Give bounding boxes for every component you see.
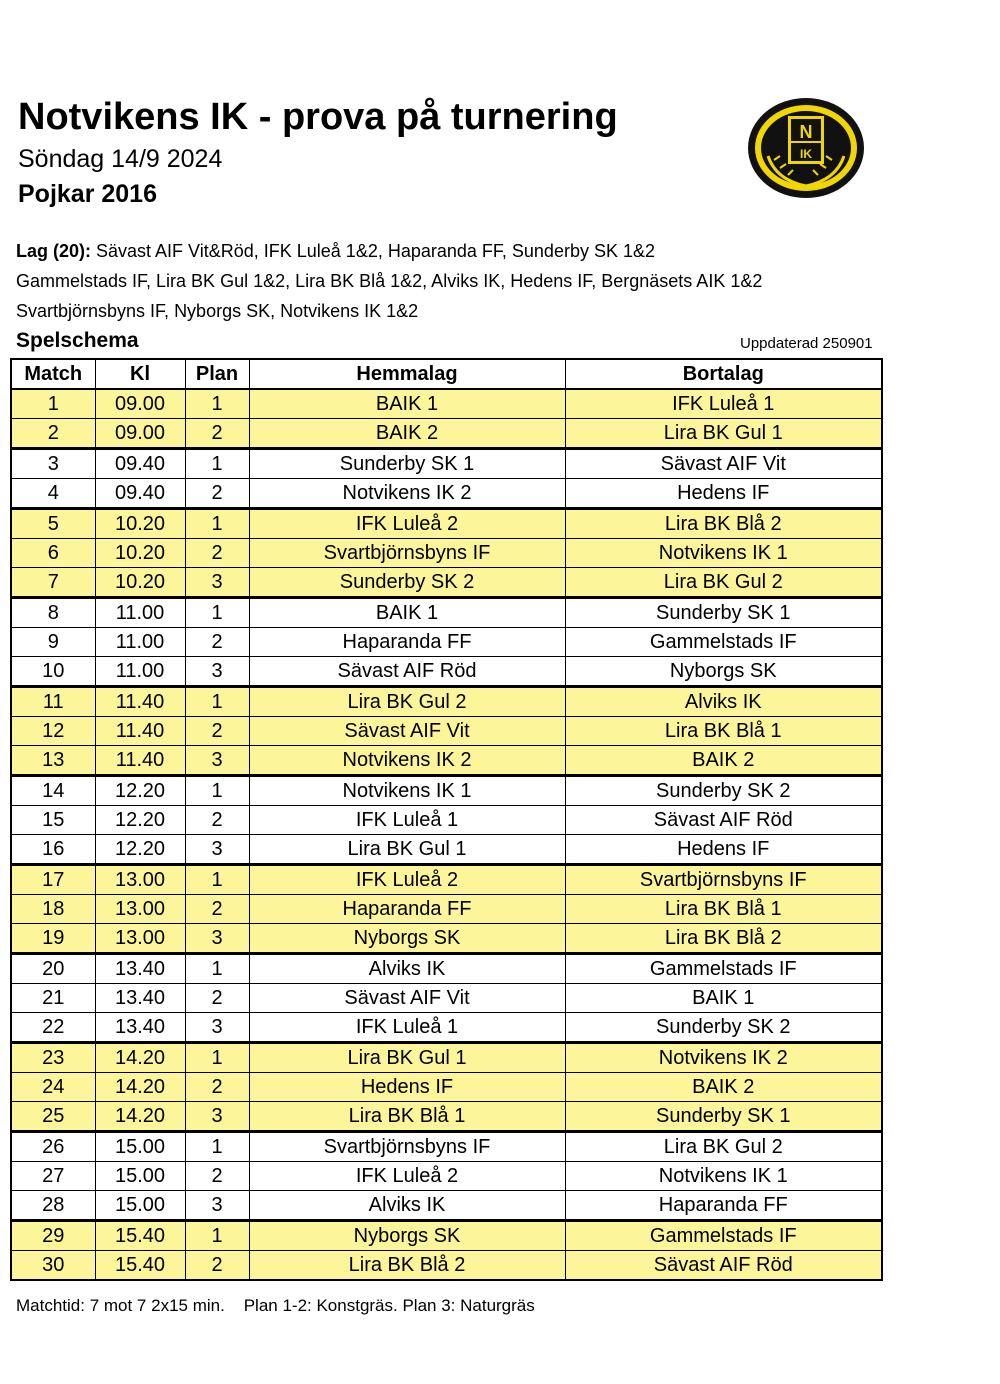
- match-number: 12: [11, 717, 95, 746]
- field-number: 2: [185, 984, 249, 1013]
- kickoff-time: 13.00: [95, 865, 185, 895]
- match-number: 7: [11, 568, 95, 598]
- kickoff-time: 11.40: [95, 717, 185, 746]
- field-number: 2: [185, 419, 249, 449]
- home-team: Nyborgs SK: [249, 924, 565, 954]
- match-number: 20: [11, 954, 95, 984]
- field-number: 2: [185, 628, 249, 657]
- field-number: 3: [185, 1191, 249, 1221]
- match-number: 13: [11, 746, 95, 776]
- away-team: Gammelstads IF: [565, 628, 882, 657]
- away-team: Sunderby SK 2: [565, 1013, 882, 1043]
- home-team: Alviks IK: [249, 1191, 565, 1221]
- team-list: [16, 236, 762, 326]
- kickoff-time: 15.40: [95, 1251, 185, 1281]
- away-team: Lira BK Gul 2: [565, 1132, 882, 1162]
- home-team: IFK Luleå 2: [249, 509, 565, 539]
- kickoff-time: 15.00: [95, 1162, 185, 1191]
- kickoff-time: 11.00: [95, 657, 185, 687]
- home-team: Svartbjörnsbyns IF: [249, 539, 565, 568]
- away-team: Lira BK Blå 2: [565, 924, 882, 954]
- team-list-line-3: Svartbjörnsbyns IF, Nyborgs SK, Notvikens IK 1&2: [16, 301, 419, 321]
- table-row: [11, 984, 882, 1013]
- table-row: [11, 776, 882, 806]
- away-team: Svartbjörnsbyns IF: [565, 865, 882, 895]
- field-number: 1: [185, 865, 249, 895]
- kickoff-time: 09.40: [95, 479, 185, 509]
- match-number: 14: [11, 776, 95, 806]
- field-number: 2: [185, 806, 249, 835]
- team-list-line-1: Lag (20): Sävast AIF Vit&Röd, IFK Luleå 1&2, Haparanda FF, Sunderby SK 1&2: [16, 241, 656, 261]
- home-team: Notvikens IK 2: [249, 746, 565, 776]
- home-team: Notvikens IK 1: [249, 776, 565, 806]
- home-team: Haparanda FF: [249, 895, 565, 924]
- kickoff-time: 13.40: [95, 1013, 185, 1043]
- kickoff-time: 12.20: [95, 776, 185, 806]
- match-number: 29: [11, 1221, 95, 1251]
- table-row: [11, 1043, 882, 1073]
- field-number: 1: [185, 1043, 249, 1073]
- home-team: Sävast AIF Vit: [249, 717, 565, 746]
- match-number: 6: [11, 539, 95, 568]
- home-team: Nyborgs SK: [249, 1221, 565, 1251]
- away-team: Notvikens IK 1: [565, 539, 882, 568]
- away-team: Hedens IF: [565, 479, 882, 509]
- table-row: [11, 717, 882, 746]
- field-number: 2: [185, 539, 249, 568]
- kickoff-time: 15.00: [95, 1191, 185, 1221]
- match-number: 18: [11, 895, 95, 924]
- kickoff-time: 15.40: [95, 1221, 185, 1251]
- away-team: Sävast AIF Röd: [565, 806, 882, 835]
- kickoff-time: 09.40: [95, 449, 185, 479]
- kickoff-time: 10.20: [95, 568, 185, 598]
- match-number: 28: [11, 1191, 95, 1221]
- home-team: IFK Luleå 1: [249, 1013, 565, 1043]
- away-team: Haparanda FF: [565, 1191, 882, 1221]
- match-number: 10: [11, 657, 95, 687]
- home-team: Sävast AIF Röd: [249, 657, 565, 687]
- match-number: 23: [11, 1043, 95, 1073]
- team-count-label: Lag (20):: [16, 241, 92, 261]
- kickoff-time: 10.20: [95, 509, 185, 539]
- match-number: 25: [11, 1102, 95, 1132]
- page-title: Notvikens IK - prova på turnering: [18, 96, 618, 138]
- away-team: BAIK 2: [565, 1073, 882, 1102]
- updated-note: Uppdaterad 250901: [740, 335, 873, 352]
- kickoff-time: 11.00: [95, 598, 185, 628]
- schedule-table: [10, 358, 883, 1281]
- age-group: Pojkar 2016: [18, 180, 157, 208]
- home-team: Lira BK Blå 2: [249, 1251, 565, 1281]
- table-row: [11, 1221, 882, 1251]
- match-number: 3: [11, 449, 95, 479]
- home-team: BAIK 1: [249, 598, 565, 628]
- col-match-header: Match: [11, 359, 95, 389]
- field-number: 2: [185, 1073, 249, 1102]
- table-row: [11, 1191, 882, 1221]
- match-number: 15: [11, 806, 95, 835]
- away-team: Lira BK Blå 2: [565, 509, 882, 539]
- col-time-header: Kl: [95, 359, 185, 389]
- field-number: 1: [185, 449, 249, 479]
- field-number: 1: [185, 389, 249, 419]
- home-team: Lira BK Gul 1: [249, 835, 565, 865]
- away-team: Notvikens IK 2: [565, 1043, 882, 1073]
- home-team: Lira BK Gul 2: [249, 687, 565, 717]
- away-team: Sävast AIF Vit: [565, 449, 882, 479]
- match-number: 2: [11, 419, 95, 449]
- field-number: 3: [185, 1013, 249, 1043]
- away-team: Alviks IK: [565, 687, 882, 717]
- kickoff-time: 13.00: [95, 924, 185, 954]
- match-number: 24: [11, 1073, 95, 1102]
- field-number: 2: [185, 895, 249, 924]
- away-team: Gammelstads IF: [565, 1221, 882, 1251]
- away-team: Nyborgs SK: [565, 657, 882, 687]
- table-row: [11, 568, 882, 598]
- field-number: 3: [185, 568, 249, 598]
- home-team: Hedens IF: [249, 1073, 565, 1102]
- home-team: Lira BK Blå 1: [249, 1102, 565, 1132]
- field-number: 2: [185, 479, 249, 509]
- away-team: Sunderby SK 1: [565, 598, 882, 628]
- schedule-body: [11, 389, 882, 1280]
- field-number: 3: [185, 657, 249, 687]
- kickoff-time: 12.20: [95, 806, 185, 835]
- kickoff-time: 12.20: [95, 835, 185, 865]
- logo-letters-top: N: [799, 122, 813, 142]
- field-number: 1: [185, 1221, 249, 1251]
- field-number: 1: [185, 1132, 249, 1162]
- match-number: 5: [11, 509, 95, 539]
- field-number: 2: [185, 1251, 249, 1281]
- home-team: BAIK 2: [249, 419, 565, 449]
- field-number: 3: [185, 1102, 249, 1132]
- field-number: 1: [185, 954, 249, 984]
- table-row: [11, 628, 882, 657]
- match-number: 22: [11, 1013, 95, 1043]
- kickoff-time: 10.20: [95, 539, 185, 568]
- kickoff-time: 11.40: [95, 746, 185, 776]
- away-team: Notvikens IK 1: [565, 1162, 882, 1191]
- table-row: [11, 1132, 882, 1162]
- home-team: Haparanda FF: [249, 628, 565, 657]
- home-team: Sunderby SK 2: [249, 568, 565, 598]
- away-team: Lira BK Gul 1: [565, 419, 882, 449]
- away-team: Gammelstads IF: [565, 954, 882, 984]
- kickoff-time: 13.40: [95, 954, 185, 984]
- table-row: [11, 509, 882, 539]
- match-number: 4: [11, 479, 95, 509]
- match-number: 19: [11, 924, 95, 954]
- table-row: [11, 1073, 882, 1102]
- field-number: 2: [185, 1162, 249, 1191]
- event-date: Söndag 14/9 2024: [18, 145, 223, 173]
- table-row: [11, 419, 882, 449]
- away-team: BAIK 1: [565, 984, 882, 1013]
- match-number: 11: [11, 687, 95, 717]
- field-number: 1: [185, 509, 249, 539]
- away-team: Lira BK Gul 2: [565, 568, 882, 598]
- kickoff-time: 14.20: [95, 1043, 185, 1073]
- away-team: Sunderby SK 2: [565, 776, 882, 806]
- kickoff-time: 15.00: [95, 1132, 185, 1162]
- table-row: [11, 598, 882, 628]
- kickoff-time: 11.00: [95, 628, 185, 657]
- schedule-header-row: [11, 359, 882, 389]
- away-team: Lira BK Blå 1: [565, 717, 882, 746]
- footer-note: Matchtid: 7 mot 7 2x15 min. Plan 1-2: Konstgräs. Plan 3: Naturgräs: [16, 1296, 535, 1315]
- table-row: [11, 895, 882, 924]
- field-number: 3: [185, 835, 249, 865]
- kickoff-time: 09.00: [95, 389, 185, 419]
- home-team: Sävast AIF Vit: [249, 984, 565, 1013]
- schedule-heading: Spelschema: [16, 329, 139, 352]
- table-row: [11, 389, 882, 419]
- home-team: IFK Luleå 2: [249, 865, 565, 895]
- home-team: BAIK 1: [249, 389, 565, 419]
- match-number: 16: [11, 835, 95, 865]
- table-row: [11, 1162, 882, 1191]
- kickoff-time: 14.20: [95, 1102, 185, 1132]
- team-list-line-2: Gammelstads IF, Lira BK Gul 1&2, Lira BK Blå 1&2, Alviks IK, Hedens IF, Bergnäsets AIK 1&2: [16, 271, 763, 291]
- table-row: [11, 539, 882, 568]
- table-row: [11, 479, 882, 509]
- table-row: [11, 806, 882, 835]
- away-team: Sunderby SK 1: [565, 1102, 882, 1132]
- match-number: 9: [11, 628, 95, 657]
- table-row: [11, 954, 882, 984]
- home-team: Lira BK Gul 1: [249, 1043, 565, 1073]
- home-team: IFK Luleå 1: [249, 806, 565, 835]
- col-field-header: Plan: [185, 359, 249, 389]
- table-row: [11, 449, 882, 479]
- field-number: 1: [185, 598, 249, 628]
- away-team: BAIK 2: [565, 746, 882, 776]
- field-number: 2: [185, 717, 249, 746]
- home-team: Sunderby SK 1: [249, 449, 565, 479]
- table-row: [11, 865, 882, 895]
- field-number: 1: [185, 687, 249, 717]
- away-team: IFK Luleå 1: [565, 389, 882, 419]
- home-team: IFK Luleå 2: [249, 1162, 565, 1191]
- match-number: 27: [11, 1162, 95, 1191]
- match-number: 21: [11, 984, 95, 1013]
- match-number: 8: [11, 598, 95, 628]
- table-row: [11, 746, 882, 776]
- table-row: [11, 924, 882, 954]
- table-row: [11, 687, 882, 717]
- match-number: 26: [11, 1132, 95, 1162]
- kickoff-time: 09.00: [95, 419, 185, 449]
- col-home-header: Hemmalag: [249, 359, 565, 389]
- field-number: 1: [185, 776, 249, 806]
- col-away-header: Bortalag: [565, 359, 882, 389]
- away-team: Sävast AIF Röd: [565, 1251, 882, 1281]
- logo-letters-bottom: IK: [800, 147, 812, 161]
- match-number: 30: [11, 1251, 95, 1281]
- kickoff-time: 14.20: [95, 1073, 185, 1102]
- home-team: Notvikens IK 2: [249, 479, 565, 509]
- kickoff-time: 13.00: [95, 895, 185, 924]
- match-number: 1: [11, 389, 95, 419]
- field-number: 3: [185, 746, 249, 776]
- table-row: [11, 657, 882, 687]
- home-team: Svartbjörnsbyns IF: [249, 1132, 565, 1162]
- table-row: [11, 1013, 882, 1043]
- kickoff-time: 11.40: [95, 687, 185, 717]
- club-logo: [746, 96, 866, 200]
- away-team: Hedens IF: [565, 835, 882, 865]
- away-team: Lira BK Blå 1: [565, 895, 882, 924]
- kickoff-time: 13.40: [95, 984, 185, 1013]
- match-number: 17: [11, 865, 95, 895]
- table-row: [11, 1102, 882, 1132]
- field-number: 3: [185, 924, 249, 954]
- home-team: Alviks IK: [249, 954, 565, 984]
- table-row: [11, 835, 882, 865]
- table-row: [11, 1251, 882, 1281]
